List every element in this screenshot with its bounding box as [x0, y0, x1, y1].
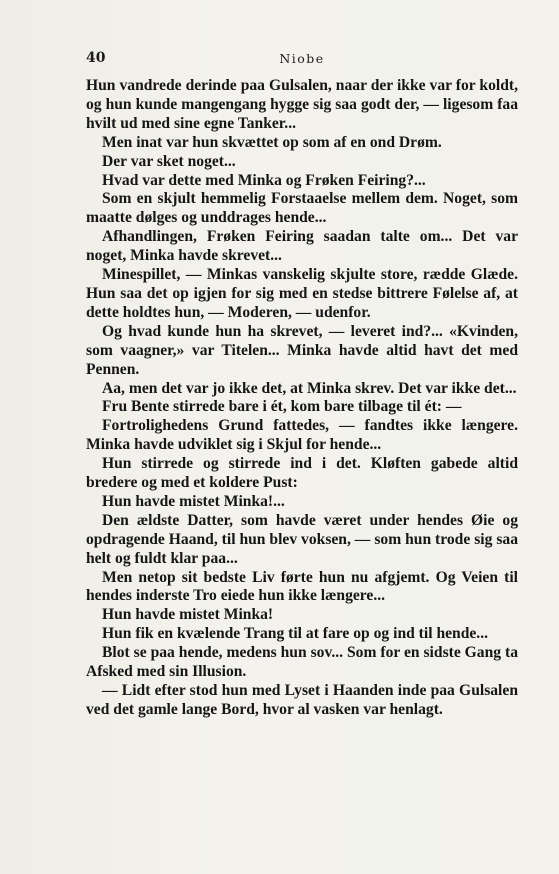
running-head: Niobe [279, 51, 325, 66]
paragraph: Hun havde mistet Minka!... [102, 492, 285, 510]
paragraph: Som en skjult hemmelig Forstaaelse mellem dem. Noget, som maatte dølges og unddrages hende... [86, 190, 518, 227]
page-header [86, 50, 518, 70]
paragraph: Minespillet, — Minkas vanskelig skjulte store, rædde Glæde. Hun saa det op igjen for sig med en stedse bittrere Følelse af, at dette holdtes hun, — Moderen, — udenfor. [86, 266, 518, 321]
paragraph: Men netop sit bedste Liv førte hun nu afgjemt. Og Veien til hendes inderste Tro eiede hun ikke længere... [86, 568, 518, 605]
paragraph: Hun vandrede derinde paa Gulsalen, naar der ikke var for koldt, og hun kunde mangengang hygge sig saa godt der, — ligesom faa hvilt ud med sine egne Tanker... [86, 77, 518, 132]
paragraph: Hun stirrede og stirrede ind i det. Kløften gabede altid bredere og med et koldere Pust: [86, 455, 518, 492]
paragraph: Den ældste Datter, som havde været under hendes Øie og opdragende Haand, til hun blev voksen, — som hun trode sig saa helt og fuldt klar paa... [86, 511, 518, 567]
body-text [86, 77, 518, 720]
paragraph: Fortrolighedens Grund fattedes, — fandtes ikke længere. Minka havde udviklet sig i Skjul for hende... [86, 417, 518, 454]
paragraph: Aa, men det var jo ikke det, at Minka skrev. Det var ikke det... [102, 379, 517, 397]
paragraph: Hun fik en kvælende Trang til at fare op og ind til hende... [102, 625, 488, 643]
paragraph: — Lidt efter stod hun med Lyset i Haanden inde paa Gulsalen ved det gamle lange Bord, hvor al vasken var henlagt. [86, 682, 518, 718]
paragraph: Der var sket noget... [102, 152, 236, 170]
paragraph: Og hvad kunde hun ha skrevet, — leveret ind?... «Kvinden, som vaagner,» var Titelen... Minka havde altid havt det med Pennen. [86, 322, 518, 378]
paragraph: Hvad var dette med Minka og Frøken Feiring?... [102, 171, 426, 189]
paragraph: Afhandlingen, Frøken Feiring saadan talte om... Det var noget, Minka havde skrevet... [86, 228, 518, 265]
paragraph: Hun havde mistet Minka! [102, 606, 274, 624]
paragraph: Blot se paa hende, medens hun sov... Som for en sidste Gang ta Afsked med sin Illusion. [86, 644, 518, 681]
page-number: 40 [86, 50, 106, 66]
paragraph: Fru Bente stirrede bare i ét, kom bare tilbage til ét: — [102, 398, 462, 416]
paragraph: Men inat var hun skvættet op som af en ond Drøm. [102, 133, 442, 151]
